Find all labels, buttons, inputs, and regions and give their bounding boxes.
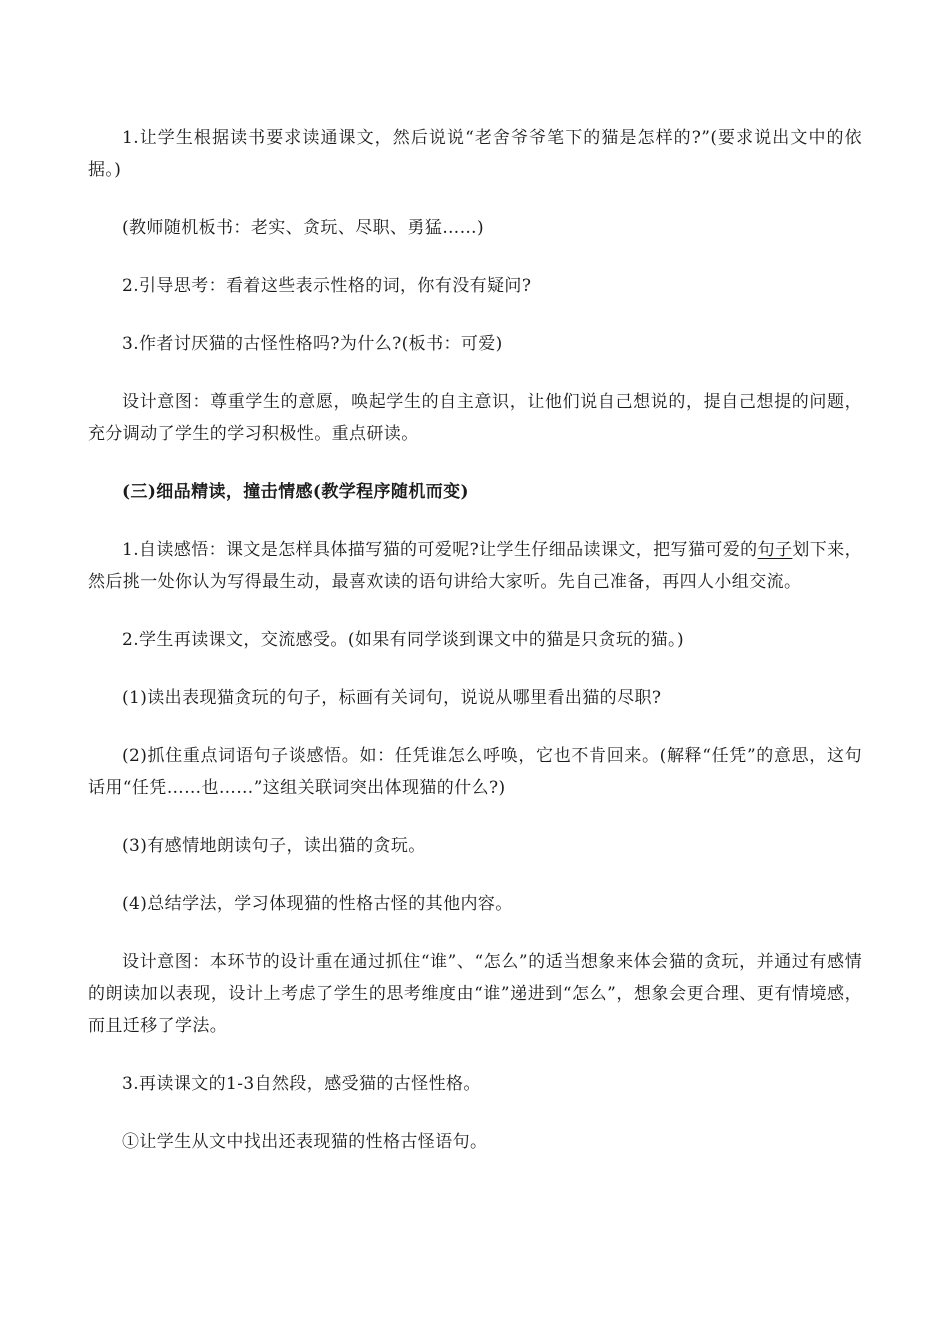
paragraph-step-1: (1)读出表现猫贪玩的句子，标画有关词句，说说从哪里看出猫的尽职?	[122, 688, 662, 708]
paragraph-reread: 2.学生再读课文，交流感受。(如果有同学谈到课文中的猫是只贪玩的猫。)	[122, 630, 684, 650]
paragraph-guide-thinking: 2.引导思考：看着这些表示性格的词，你有没有疑问?	[122, 276, 532, 296]
paragraph-reread-1-3: 3.再读课文的1-3自然段，感受猫的古怪性格。	[122, 1074, 481, 1094]
self-reading-text-end: 划下来，然后挑一处你认为写得最生动，最喜欢读的语句讲给大家听。先自己准备，再四人小组交流。	[88, 540, 862, 592]
paragraph-design-intent-1: 设计意图：尊重学生的意愿，唤起学生的自主意识，让他们说自己想说的，提自己想提的问题，充分调动了学生的学习积极性。重点研读。	[88, 392, 862, 444]
paragraph-reading-task: 1.让学生根据读书要求读通课文，然后说说“老舍爷爷笔下的猫是怎样的?”(要求说出文中的依据。)	[88, 128, 862, 180]
paragraph-step-3: (3)有感情地朗读句子，读出猫的贪玩。	[122, 836, 426, 856]
paragraph-board-notes: (教师随机板书：老实、贪玩、尽职、勇猛……)	[122, 218, 485, 238]
paragraph-step-2: (2)抓住重点词语句子谈感悟。如：任凭谁怎么呼唤，它也不肯回来。(解释“任凭”的意思，这句话用“任凭……也……”这组关联词突出体现猫的什么?)	[88, 746, 862, 798]
self-reading-text-start: 1.自读感悟：课文是怎样具体描写猫的可爱呢?让学生仔细品读课文，把写猫可爱的	[122, 540, 758, 560]
section-heading-3: (三)细品精读，撞击情感(教学程序随机而变)	[122, 482, 469, 502]
paragraph-design-intent-2: 设计意图：本环节的设计重在通过抓住“谁”、“怎么”的适当想象来体会猫的贪玩，并通过有感情的朗读加以表现，设计上考虑了学生的思考维度由“谁”递进到“怎么”，想象会更合理、更有情境感，而且迁移了学法。	[88, 952, 862, 1036]
underlined-word: 句子	[757, 540, 793, 560]
paragraph-author-attitude: 3.作者讨厌猫的古怪性格吗?为什么?(板书：可爱)	[122, 334, 503, 354]
paragraph-find-sentences: ①让学生从文中找出还表现猫的性格古怪语句。	[122, 1132, 488, 1152]
document-page	[88, 122, 862, 1158]
paragraph-step-4: (4)总结学法，学习体现猫的性格古怪的其他内容。	[122, 894, 513, 914]
paragraph-self-reading	[88, 534, 862, 598]
